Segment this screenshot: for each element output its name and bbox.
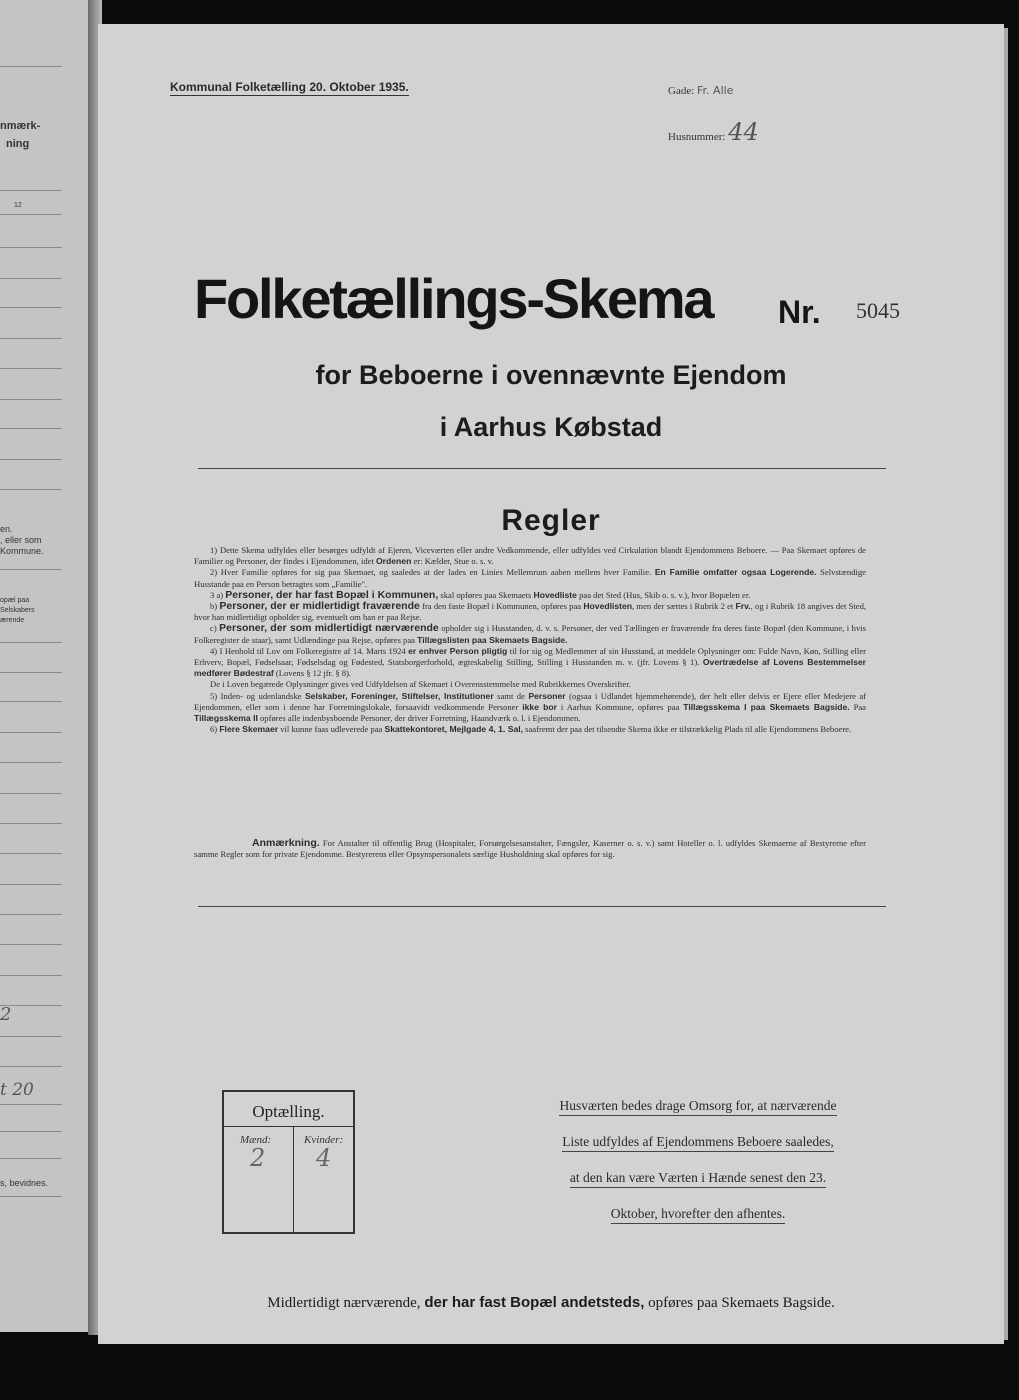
husnummer-field <box>668 118 759 146</box>
rule-paragraph: 1) Dette Skema udfyldes eller besørges udfyldt af Ejeren, Viceværten eller andre Vedkommende, eller udfyldes ved Cirkulation blandt Ejendommens Beboere. — Paa Skemaet opføres de Familier og Personer, der findes i Ejendommen, idet Ordenen er: Kælder, Stue o. s. v. <box>194 545 866 567</box>
annotation-text: For Anstalter til offentlig Brug (Hospitaler, Forsørgelsesanstalter, Fængsler, Kaserner o. s. v.) samt Hoteller o. l. udfyldes Skemaerne af Bestyrerne efter samme Regler som for private Ejendomme. Bestyrerens eller Opsynspersonalets særlige Husholdning skal opføres for sig. <box>194 838 866 860</box>
notice-line: at den kan være Værten i Hænde senest den 23. <box>570 1170 826 1188</box>
left-facing-page <box>0 0 92 1332</box>
left-page-text: Kommune. <box>0 546 44 556</box>
rule-paragraph: 6) Flere Skemaer vil kunne faas udleverede paa Skattekontoret, Mejlgade 4, 1. Sal, saafremt der paa det tilsendte Skema ikke er tilstrækkelig Plads til alle Ejendommens Beboere. <box>210 724 852 735</box>
left-page-text: en. <box>0 524 13 534</box>
form-subtitle: for Beboerne i ovennævnte Ejendom <box>315 360 787 390</box>
women-count: 4 <box>316 1144 332 1172</box>
census-form-page <box>98 24 1004 1344</box>
husnummer-label: Husnummer: <box>668 131 726 143</box>
rule-paragraph: 3 a) Personer, der har fast Bopæl i Kommunen, skal opføres paa Skemaets Hovedliste paa det Sted (Hus, Skib o. s. v.), hvor Bopælen er. <box>210 588 751 601</box>
census-header: Kommunal Folketælling 20. Oktober 1935. <box>170 80 409 94</box>
divider <box>198 906 886 907</box>
count-box-divider <box>293 1126 294 1232</box>
gade-label: Gade: <box>668 85 695 97</box>
left-page-handwriting: t 20 <box>0 1080 34 1100</box>
left-page-text: , eller som <box>0 535 42 545</box>
annotation-label: Anmærkning. <box>252 837 320 849</box>
rules-heading: Regler <box>501 504 601 537</box>
gade-value: Fr. Alle <box>697 84 734 97</box>
rule-paragraph: c) Personer, der som midlertidigt nærværende opholder sig i Husstanden, d. v. s. Personer, der ved Tællingen er fraværende fra deres faste Bopæl (den Kommune, i hvis Folkeregister de staar), samt Udlændinge paa Rejse, opføres paa Tillægslisten paa Skemaets Bagside. <box>194 622 866 645</box>
form-number: 5045 <box>856 298 900 323</box>
form-subtitle-city: i Aarhus Købstad <box>439 412 663 442</box>
left-page-text: Selskabers <box>0 607 35 614</box>
left-page-handwriting: 2 <box>0 1004 12 1025</box>
rule-paragraph: 2) Hver Familie opføres for sig paa Skemaet, og saaledes at der lades en Linies Mellemrum aaben mellem hver Familie. En Familie omfatter ogsaa Logerende. Selvstændige Husstande paa en Person betragtes som „Familie". <box>194 567 867 589</box>
form-number-label: Nr. <box>778 294 821 330</box>
rule-paragraph: b) Personer, der er midlertidigt fraværende fra den faste Bopæl i Kommunen, opføres paa Hovedlisten, men der sættes i Rubrik 2 et Frv., og i Rubrik 18 angives det Sted, hvor han midlertidigt opholder sig, eventuelt om han er paa Rejse. <box>194 600 867 623</box>
rule-paragraph: De i Loven begærede Oplysninger gives ved Udfyldelsen af Skemaet i Overensstemmelse med Rubrikkernes Overskrifter. <box>210 679 631 690</box>
count-box <box>222 1090 355 1234</box>
landlord-notice <box>518 1098 878 1242</box>
footer-note: Midlertidigt nærværende, der har fast Bopæl andetsteds, opføres paa Skemaets Bagside. <box>267 1294 835 1311</box>
rules-text <box>194 545 866 735</box>
rule-paragraph: 4) I Henhold til Lov om Folkeregistre af 14. Marts 1924 er enhver Person pligtig til for sig og Medlemmer af sin Husstand, at meddele Oplysninger om: Fulde Navn, Køn, Stilling eller Erhverv, Bopæl, Fødselsaar, Fødselsdag og Fødested, Statsborgerforhold, ægteskabelig Stilling, Stilling i Husstanden m. v. (jfr. Lovens § 1). Overtrædelse af Lovens Bestemmelser medfører Bødestraf (Lovens § 12 jfr. § 8). <box>194 645 866 679</box>
men-label: Mænd: <box>240 1134 272 1146</box>
form-title: Folketællings-Skema <box>194 267 713 330</box>
gade-field <box>668 84 733 97</box>
notice-line: Liste udfyldes af Ejendommens Beboere saaledes, <box>562 1134 833 1152</box>
divider <box>198 468 886 469</box>
left-page-text: ning <box>6 138 30 150</box>
left-page-text: nmærk- <box>0 120 41 132</box>
left-page-text: opæl paa <box>0 597 30 604</box>
count-box-title: Optælling. <box>252 1102 325 1121</box>
notice-line: Husværten bedes drage Omsorg for, at nærværende <box>559 1098 836 1116</box>
husnummer-value: 44 <box>728 118 759 146</box>
men-count: 2 <box>250 1144 266 1172</box>
left-page-text: s, bevidnes. <box>0 1178 49 1188</box>
left-page-text: 12 <box>14 202 22 209</box>
women-label: Kvinder: <box>304 1134 344 1146</box>
left-page-text: ærende <box>0 617 25 624</box>
annotation-note <box>194 838 866 860</box>
count-box-divider <box>224 1126 353 1127</box>
notice-line: Oktober, hvorefter den afhentes. <box>611 1206 786 1224</box>
rule-paragraph: 5) Inden- og udenlandske Selskaber, Foreninger, Stiftelser, Institutioner samt de Personer (ogsaa i Udlandet hjemmehørende), der helt eller delvis er Ejere eller Medejere af Ejendommen, eller som i denne har Forretningslokale, forsaavidt vedkommende Personer ikke bor i Aarhus Kommune, opføres paa Tillægsskema I paa Skemaets Bagside. Paa Tillægsskema II opføres alle indenbysboende Personer, der driver Forretning, Haandværk o. l. i Ejendommen. <box>194 690 867 724</box>
